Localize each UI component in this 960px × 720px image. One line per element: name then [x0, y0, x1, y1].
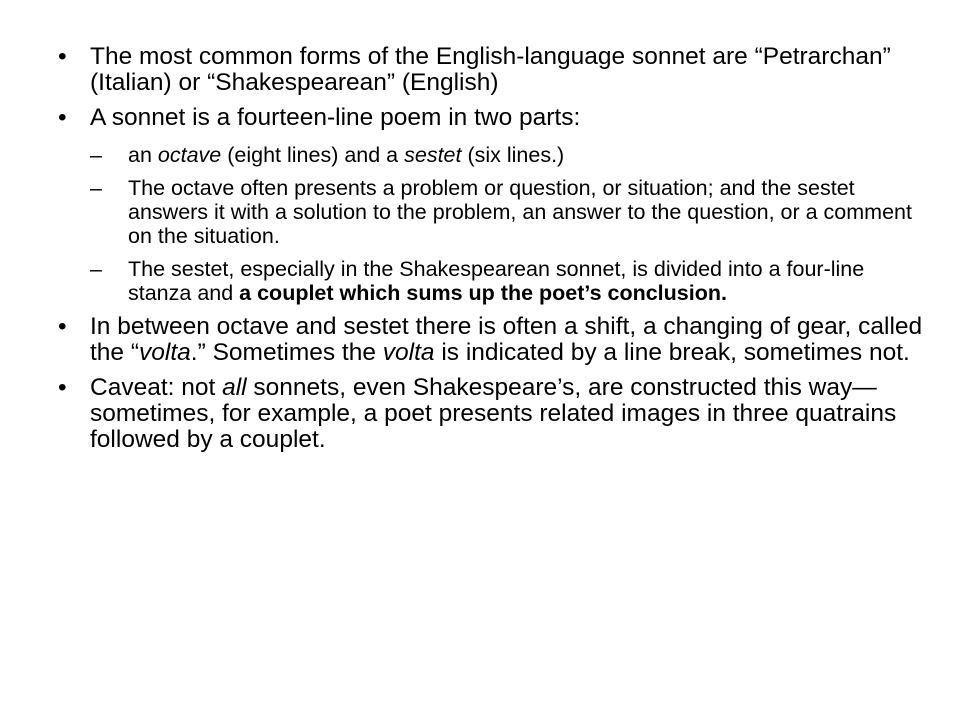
- sub-bullet-marker: –: [90, 143, 102, 167]
- slide-body: [58, 44, 928, 462]
- bullet-text: [90, 104, 580, 131]
- text-segment: sonnets, even Shakespeare’s, are constructed this way—sometimes, for example, a poet presents related images in three quatrains followed by a couplet.: [90, 374, 897, 453]
- italic-term: octave: [157, 143, 222, 167]
- bullet-marker: •: [58, 313, 67, 340]
- text-segment: an: [128, 143, 158, 167]
- bullet-marker: •: [58, 104, 67, 131]
- bullet-item-caveat: [58, 375, 928, 453]
- bullet-marker: •: [58, 43, 67, 70]
- sub-bullet-list: [90, 143, 928, 305]
- italic-term: sestet: [404, 143, 462, 167]
- text-segment: (six lines.): [461, 143, 565, 167]
- bullet-text: [90, 313, 922, 366]
- bullet-item-definition: [58, 105, 928, 305]
- sub-bullet-octave-sestet: [90, 143, 928, 167]
- bullet-item-volta: [58, 314, 928, 366]
- sub-bullet-text: [128, 257, 864, 305]
- bullet-text: [90, 43, 891, 96]
- text-segment: .” Sometimes the: [190, 339, 383, 366]
- italic-term: all: [222, 374, 247, 401]
- sub-bullet-octave-problem: [90, 176, 928, 248]
- italic-term: volta: [139, 339, 191, 366]
- text-segment: is indicated by a line break, sometimes not.: [434, 339, 910, 366]
- bullet-text: [90, 374, 896, 453]
- sub-bullet-marker: –: [90, 176, 102, 200]
- sub-bullet-marker: –: [90, 257, 102, 281]
- text-segment: The most common forms of the English-language sonnet are “Petrarchan” (Italian) or “Shakespearean” (English): [90, 43, 891, 96]
- bullet-marker: •: [58, 374, 67, 401]
- italic-term: volta: [382, 339, 435, 366]
- text-segment: In between octave and sestet there is often a shift, a changing of gear, called the “: [90, 313, 923, 366]
- text-segment: The sestet, especially in the Shakespearean sonnet, is divided into a four-line stanza and: [128, 257, 865, 305]
- bold-phrase: a couplet which sums up the poet’s conclusion.: [239, 281, 727, 305]
- text-segment: The octave often presents a problem or question, or situation; and the sestet answers it with a solution to the problem, an answer to the question, or a comment on the situation.: [128, 176, 912, 248]
- text-segment: Caveat: not: [90, 374, 223, 401]
- bullet-item-forms: [58, 44, 928, 96]
- sub-bullet-sestet-division: [90, 257, 928, 305]
- sub-bullet-text: [128, 143, 564, 167]
- sub-bullet-text: [128, 176, 912, 248]
- text-segment: (eight lines) and a: [221, 143, 405, 167]
- text-segment: A sonnet is a fourteen-line poem in two parts:: [90, 104, 581, 131]
